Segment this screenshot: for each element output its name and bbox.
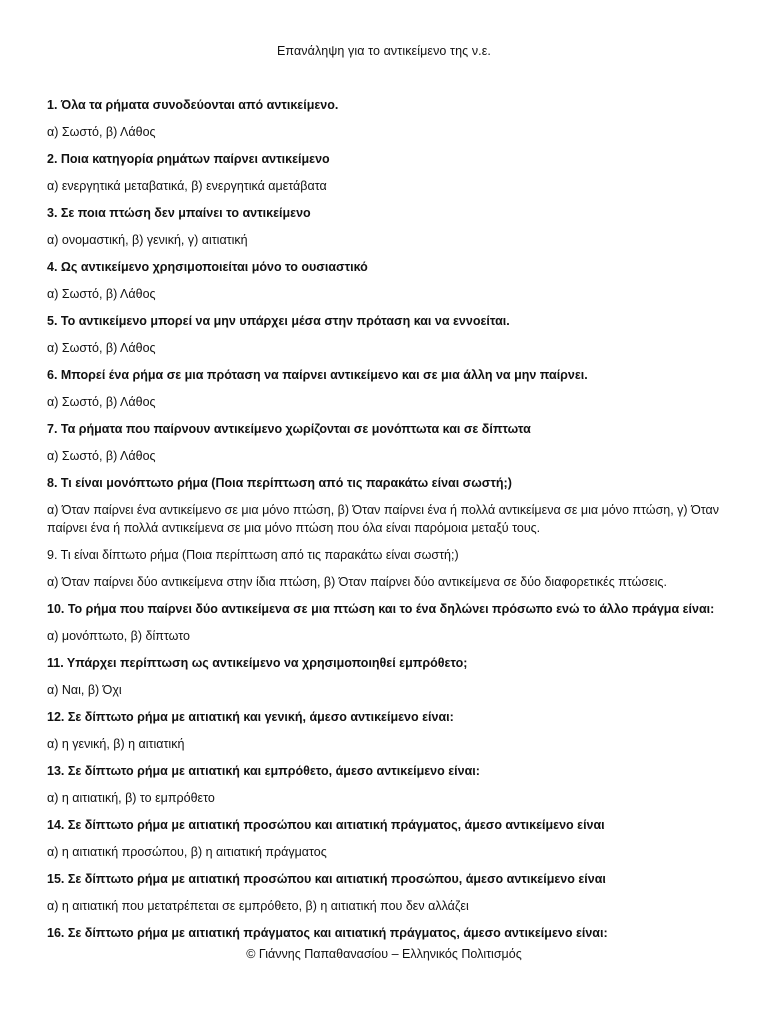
- question-9: [47, 546, 737, 591]
- question-5: [47, 312, 737, 357]
- question-text: 1. Όλα τα ρήματα συνοδεύονται από αντικείμενο.: [47, 98, 339, 112]
- question-2: [47, 150, 737, 195]
- question-10: [47, 600, 737, 645]
- question-16: [47, 924, 737, 942]
- document-title: Επανάληψη για το αντικείμενο της ν.ε.: [276, 44, 492, 58]
- answer-options: α) Σωστό, β) Λάθος: [47, 449, 156, 463]
- question-text: 5. Το αντικείμενο μπορεί να μην υπάρχει μέσα στην πρόταση και να εννοείται.: [47, 314, 510, 328]
- question-text: 2. Ποια κατηγορία ρημάτων παίρνει αντικείμενο: [47, 152, 330, 166]
- answer-options: α) η αιτιατική, β) το εμπρόθετο: [47, 791, 215, 805]
- answer-options: α) Σωστό, β) Λάθος: [47, 395, 156, 409]
- question-text: 7. Τα ρήματα που παίρνουν αντικείμενο χωρίζονται σε μονόπτωτα και σε δίπτωτα: [47, 422, 531, 436]
- answer-options: α) μονόπτωτο, β) δίπτωτο: [47, 629, 190, 643]
- answer-options: α) Όταν παίρνει ένα αντικείμενο σε μια μόνο πτώση, β) Όταν παίρνει ένα ή πολλά αντικείμενα σε μια μόνο πτώση, γ) Όταν παίρνει ένα ή πολλά αντικείμενα σε μια μόνο πτώση που όλα είναι παρόμοια μεταξύ τους.: [47, 503, 719, 535]
- question-4: [47, 258, 737, 303]
- footer-copyright: © Γιάννης Παπαθανασίου – Ελληνικός Πολιτισμός: [246, 947, 522, 961]
- question-text: 12. Σε δίπτωτο ρήμα με αιτιατική και γενική, άμεσο αντικείμενο είναι:: [47, 710, 454, 724]
- question-text: 11. Υπάρχει περίπτωση ως αντικείμενο να χρησιμοποιηθεί εμπρόθετο;: [47, 656, 468, 670]
- question-text: 8. Τι είναι μονόπτωτο ρήμα (Ποια περίπτωση από τις παρακάτω είναι σωστή;): [47, 476, 512, 490]
- question-text: 3. Σε ποια πτώση δεν μπαίνει το αντικείμενο: [47, 206, 311, 220]
- answer-options: α) Ναι, β) Όχι: [47, 683, 122, 697]
- question-7: [47, 420, 737, 465]
- question-8: [47, 474, 737, 537]
- answer-options: α) Σωστό, β) Λάθος: [47, 341, 156, 355]
- answer-options: α) η αιτιατική προσώπου, β) η αιτιατική πράγματος: [47, 845, 327, 859]
- answer-options: α) Σωστό, β) Λάθος: [47, 125, 156, 139]
- answer-options: α) Όταν παίρνει δύο αντικείμενα στην ίδια πτώση, β) Όταν παίρνει δύο αντικείμενα σε δύο διαφορετικές πτώσεις.: [47, 575, 667, 589]
- question-text: 13. Σε δίπτωτο ρήμα με αιτιατική και εμπρόθετο, άμεσο αντικείμενο είναι:: [47, 764, 480, 778]
- answer-options: α) Σωστό, β) Λάθος: [47, 287, 156, 301]
- question-text: 4. Ως αντικείμενο χρησιμοποιείται μόνο το ουσιαστικό: [47, 260, 368, 274]
- question-text: 16. Σε δίπτωτο ρήμα με αιτιατική πράγματος και αιτιατική πράγματος, άμεσο αντικείμενο είναι:: [47, 926, 608, 940]
- question-13: [47, 762, 737, 807]
- question-11: [47, 654, 737, 699]
- question-text: 9. Τι είναι δίπτωτο ρήμα (Ποια περίπτωση από τις παρακάτω είναι σωστή;): [47, 548, 459, 562]
- question-14: [47, 816, 737, 861]
- question-15: [47, 870, 737, 915]
- question-12: [47, 708, 737, 753]
- question-3: [47, 204, 737, 249]
- answer-options: α) η αιτιατική που μετατρέπεται σε εμπρόθετο, β) η αιτιατική που δεν αλλάζει: [47, 899, 469, 913]
- answer-options: α) η γενική, β) η αιτιατική: [47, 737, 185, 751]
- question-list: [47, 96, 737, 951]
- question-text: 6. Μπορεί ένα ρήμα σε μια πρόταση να παίρνει αντικείμενο και σε μια άλλη να μην παίρνει.: [47, 368, 588, 382]
- question-1: [47, 96, 737, 141]
- question-6: [47, 366, 737, 411]
- answer-options: α) ενεργητικά μεταβατικά, β) ενεργητικά αμετάβατα: [47, 179, 327, 193]
- question-text: 15. Σε δίπτωτο ρήμα με αιτιατική προσώπου και αιτιατική προσώπου, άμεσο αντικείμενο είναι: [47, 872, 606, 886]
- question-text: 14. Σε δίπτωτο ρήμα με αιτιατική προσώπου και αιτιατική πράγματος, άμεσο αντικείμενο είναι: [47, 818, 605, 832]
- question-text: 10. Το ρήμα που παίρνει δύο αντικείμενα σε μια πτώση και το ένα δηλώνει πρόσωπο ενώ το άλλο πράγμα είναι:: [47, 602, 715, 616]
- answer-options: α) ονομαστική, β) γενική, γ) αιτιατική: [47, 233, 248, 247]
